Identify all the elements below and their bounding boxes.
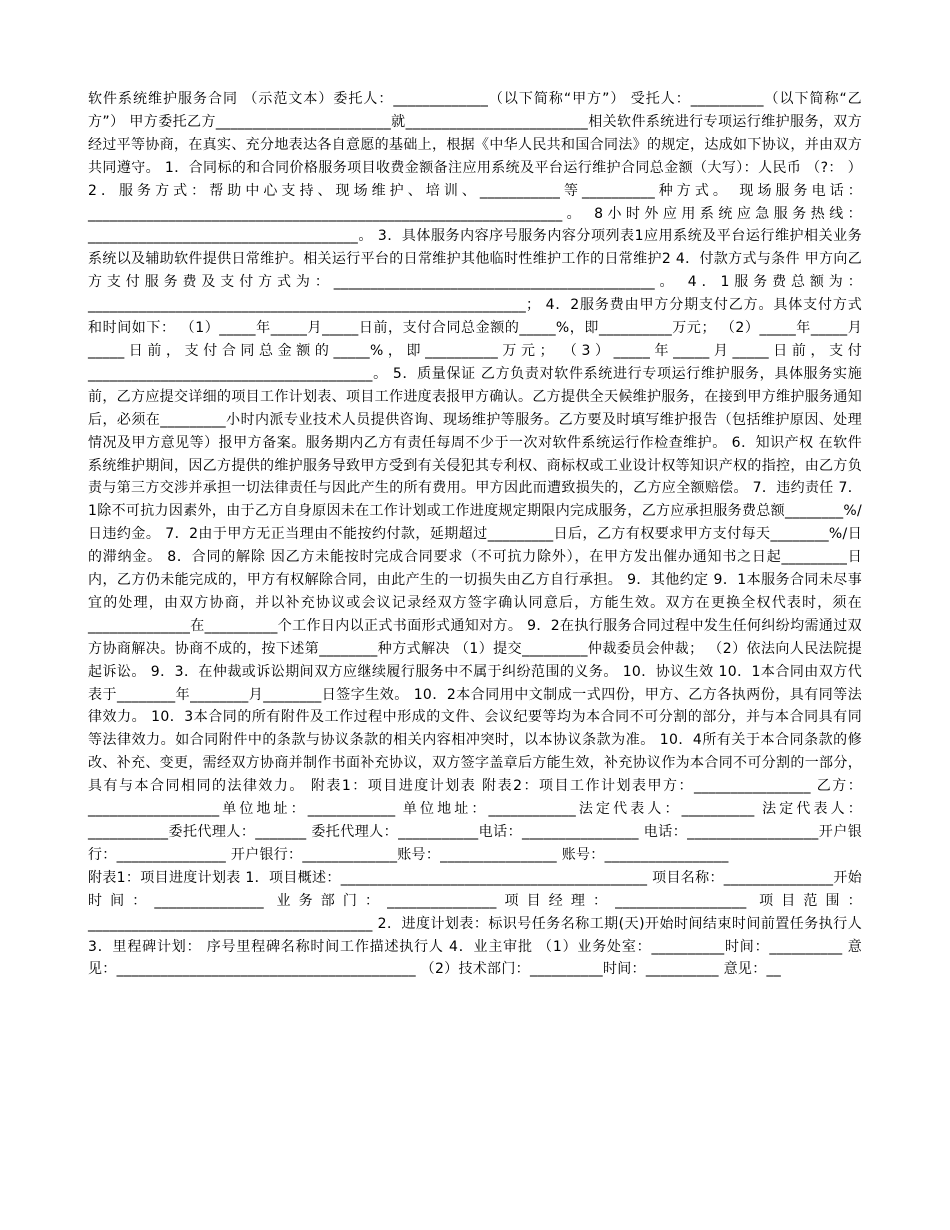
- contract-body-paragraph: 软件系统维护服务合同 （示范文本）委托人：_____________（以下简称“甲方”） 受托人：__________（以下简称“乙方”） 甲方委托乙方________________________就_________________________相关软件系统进行专项运行维护服务，双方经过平等协商，在真实、充分地表达各自意愿的基础上，根据《中华人民共和国合同法》的规定，达成如下协议，并由双方共同遵守。 1．合同标的和合同价格服务项目收费金额备注应用系统及平台运行维护合同总金额（大写）：人民币 （?： ） 2．服务方式：帮助中心支持、现场维护、培训、___________等__________种方式。 现场服务电话：_________________________________________________________________。 8小时外应用系统应急服务热线：_____________________________________。 3．具体服务内容序号服务内容分项列表1应用系统及平台运行维护相关业务系统以及辅助软件提供日常维护。相关运行平台的日常维护其他临时性维护工作的日常维护2 4．付款方式与条件 甲方向乙方支付服务费及支付方式为：____________________________________________。 4．1服务费总额为：____________________________________________________________； 4．2服务费由甲方分期支付乙方。具体支付方式和时间如下： （1）_____年_____月_____日前，支付合同总金额的_____%，即__________万元； （2）_____年_____月_____日前，支付合同总金额的_____%，即__________万元； （3）_____年_____月_____日前，支付_______________________________________。 5．质量保证 乙方负责对软件系统进行专项运行维护服务，具体服务实施前，乙方应提交详细的项目工作计划表、项目工作进度表报甲方确认。乙方提供全天候维护服务，在接到甲方维护服务通知后，必须在_________小时内派专业技术人员提供咨询、现场维护等服务。乙方要及时填写维护报告（包括维护原因、处理情况及甲方意见等）报甲方备案。服务期内乙方有责任每周不少于一次对软件系统运行作检查维护。 6．知识产权 在软件系统维护期间，因乙方提供的维护服务导致甲方受到有关侵犯其专利权、商标权或工业设计权等知识产权的指控，由乙方负责与第三方交涉并承担一切法律责任与因此产生的所有费用。甲方因此而遭致损失的，乙方应全额赔偿。 7．违约责任 7．1除不可抗力因素外，由于乙方自身原因未在工作计划或工作进度规定期限内完成服务，乙方应承担服务费总额________%/日违约金。 7．2由于甲方无正当理由不能按约付款，延期超过_________日后，乙方有权要求甲方支付每天________%/日的滞纳金。 8．合同的解除 因乙方未能按时完成合同要求（不可抗力除外），在甲方发出催办通知书之日起_________日内，乙方仍未能完成的，甲方有权解除合同，由此产生的一切损失由乙方自行承担。 9．其他约定 9．1本服务合同未尽事宜的处理，由双方协商，并以补充协议或会议记录经双方签字确认同意后，方能生效。双方在更换全权代表时，须在______________在__________个工作日内以正式书面形式通知对方。 9．2在执行服务合同过程中发生任何纠纷均需通过双方协商解决。协商不成的，按下述第________种方式解决 （1）提交_________仲裁委员会仲裁； （2）依法向人民法院提起诉讼。 9．3．在仲裁或诉讼期间双方应继续履行服务中不属于纠纷范围的义务。 10．协议生效 10．1本合同由双方代表于________年________月________日签字生效。 10．2本合同用中文制成一式四份，甲方、乙方各执两份，具有同等法律效力。 10．3本合同的所有附件及工作过程中形成的文件、会议纪要等均为本合同不可分割的部分，并与本合同具有同等法律效力。如合同附件中的条款与协议条款的相关内容相冲突时，以本协议条款为准。 10．4所有关于本合同条款的修改、补充、变更，需经双方协商并制作书面补充协议，双方签字盖章后方能生效，补充协议作为本合同不可分割的一部分，具有与本合同相同的法律效力。 附表1：项目进度计划表 附表2：项目工作计划表甲方：________________ 乙方：__________________单位地址：____________ 单位地址：____________法定代表人：__________ 法定代表人：___________委托代理人：_______ 委托代理人：___________电话：________________ 电话：__________________开户银行：_______________ 开户银行：_____________账号：________________ 账号：_________________: [88, 91, 862, 863]
- contract-document: [88, 88, 862, 981]
- appendix-paragraph: 附表1：项目进度计划表 1．项目概述：__________________________________________ 项目名称：_______________开始时间：_______________ 业务部门：_______________项目经理：__________________ 项目范围：_______________________________________ 2．进度计划表：标识号任务名称工期(天)开始时间结束时间前置任务执行人 3．里程碑计划： 序号里程碑名称时间工作描述执行人 4．业主审批 （1）业务处室：__________时间：__________ 意见：_________________________________________ （2）技术部门：__________时间：__________ 意见：__: [88, 869, 862, 978]
